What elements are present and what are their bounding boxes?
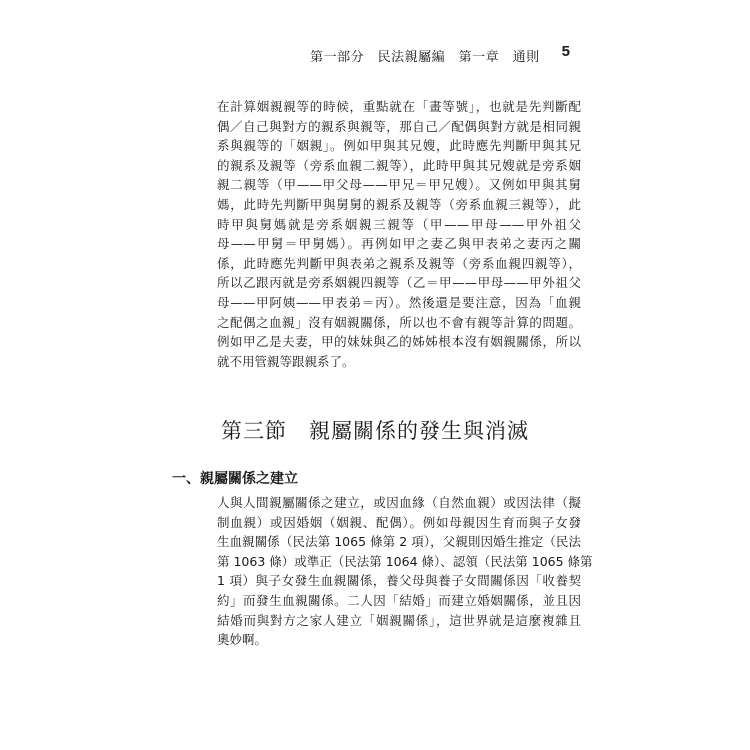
text-line: 結婚而與對方之家人建立「姻親關係」，這世界就是這麼複雜且 bbox=[217, 612, 581, 628]
paragraph-kinship-degree bbox=[217, 97, 581, 371]
text-line: 偶／自己與對方的親系與親等，那自己／配偶與對方就是相同親 bbox=[217, 118, 581, 134]
text-line: 就不用管親等跟親系了。 bbox=[217, 353, 355, 369]
text-line: 奧妙啊。 bbox=[217, 632, 268, 648]
running-title: 第一部分 民法親屬編 第一章 通則 bbox=[310, 50, 540, 65]
running-header bbox=[310, 46, 540, 65]
text-line: 1 項）與子女發生血親關係，養父母與養子女間關係因「收養契 bbox=[217, 573, 581, 589]
text-line: 的親系及親等（旁系血親二親等），此時甲與其兄嫂就是旁系姻 bbox=[217, 157, 581, 173]
text-line: 在計算姻親親等的時候，重點就在「畫等號」，也就是先判斷配 bbox=[217, 99, 581, 114]
text-line: 母——甲舅＝甲舅媽）。再例如甲之妻乙與甲表弟之妻丙之關 bbox=[217, 236, 581, 252]
text-line: 所以乙跟丙就是旁系姻親四親等（乙＝甲——甲母——甲外祖父 bbox=[217, 275, 581, 291]
text-line: 系與親等的「姻親」。例如甲與其兄嫂，此時應先判斷甲與其兄 bbox=[217, 138, 581, 154]
text-line: 制血親）或因婚姻（姻親、配偶）。例如母親因生育而與子女發 bbox=[217, 514, 581, 530]
text-line: 生血親關係（民法第 1065 條第 2 項），父親則因婚生推定（民法 bbox=[217, 534, 581, 550]
subsection-heading: 一、親屬關係之建立 bbox=[172, 471, 298, 487]
text-line: 母——甲阿姨——甲表弟＝丙）。然後還是要注意，因為「血親 bbox=[217, 294, 581, 310]
text-line: 之配偶之血親」沒有姻親關係，所以也不會有親等計算的問題。 bbox=[217, 314, 581, 330]
text-line: 人與人間親屬關係之建立，或因血緣（自然血親）或因法律（擬 bbox=[217, 495, 581, 510]
text-line: 約」而發生血親關係。二人因「結婚」而建立婚姻關係，並且因 bbox=[217, 592, 581, 608]
text-line: 係，此時應先判斷甲與表弟之親系及親等（旁系血親四親等）， bbox=[217, 255, 581, 271]
section-title: 親屬關係的發生與消滅 bbox=[309, 419, 529, 443]
section-number: 第三節 bbox=[221, 419, 287, 443]
text-line: 媽，此時先判斷甲與舅舅的親系及親等（旁系血親三親等），此 bbox=[217, 196, 581, 212]
paragraph-kinship-establishment bbox=[217, 493, 593, 650]
text-line: 第 1063 條）或準正（民法第 1064 條）、認領（民法第 1065 條第 bbox=[217, 553, 593, 569]
text-line: 例如甲乙是夫妻，甲的妹妹與乙的姊姊根本沒有姻親關係，所以 bbox=[217, 334, 581, 350]
section-heading bbox=[0, 415, 750, 445]
page-number: 5 bbox=[561, 43, 570, 60]
text-line: 親二親等（甲——甲父母——甲兄＝甲兄嫂）。又例如甲與其舅 bbox=[217, 177, 581, 193]
text-line: 時甲與舅媽就是旁系姻親三親等（甲——甲母——甲外祖父 bbox=[217, 216, 581, 232]
